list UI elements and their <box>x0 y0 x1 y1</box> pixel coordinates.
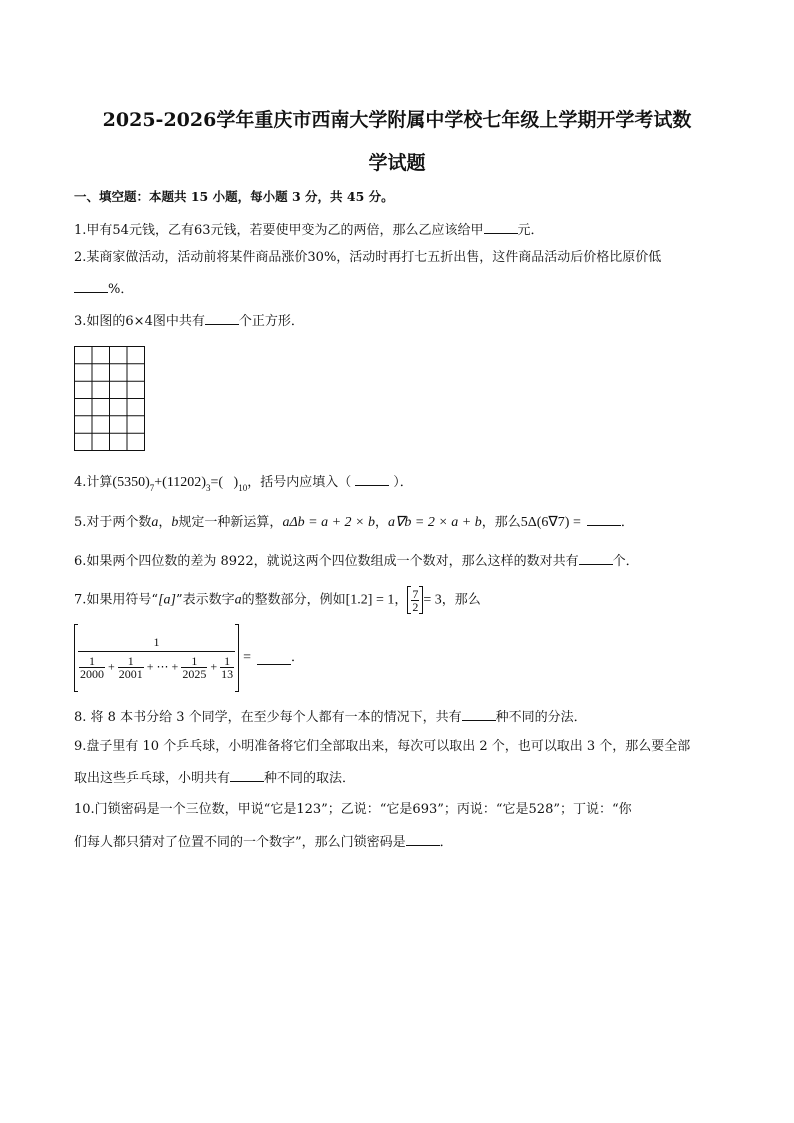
operation-delta-def: aΔb = a + 2 × b <box>282 515 375 530</box>
answer-blank[interactable] <box>205 311 239 325</box>
base10-blank[interactable]: ( )$_{10}$ <box>218 475 248 493</box>
question-9 <box>74 738 690 756</box>
example-1: [1.2] = 1 <box>345 592 395 608</box>
exam-title-line2: 学试题 <box>368 152 426 174</box>
answer-blank[interactable] <box>406 832 440 846</box>
question-3: 3.如图的6×4图中共有 个正方形． <box>74 311 304 331</box>
question-2-text: 2.某商家做活动，活动前将某件商品涨价30%，活动时再打七五折出售，这件商品活动后价格比原价低 <box>74 250 662 265</box>
question-1-text: 1.甲有54元钱，乙有63元钱，若要使甲变为乙的两倍，那么乙应该给甲 <box>74 223 484 238</box>
question-5: 5.对于两个数a，b规定一种新运算，aΔb = a + 2 × b，a∇b = 2 × a + b，那么5Δ(6∇7) = ． <box>74 512 634 532</box>
question-2 <box>74 249 661 267</box>
base3-number: $(11202)_3$ <box>162 475 211 493</box>
question-7: 7.如果用符号“[a]”表示数字a的整数部分，例如[1.2] = 1， $\frac{7}{2}$ = 3，那么 <box>74 586 481 614</box>
answer-blank[interactable] <box>587 512 621 526</box>
expression: 5Δ(6∇7) = <box>520 515 581 530</box>
question-1: 1.甲有54元钱，乙有63元钱，若要使甲变为乙的两倍，那么乙应该给甲 元． <box>74 220 544 240</box>
question-7-expression: 1 $\frac{1}{2000}$ + $\frac{1}{2001}$ + ⋯ + $\frac{1}{2025}$ + $\frac{1}{13}$ = ． <box>74 624 304 694</box>
base7-number: $(5350)_7$ <box>112 475 155 493</box>
question-10-cont: 们每人都只猜对了位置不同的一个数字”，那么门锁密码是 ． <box>74 832 453 852</box>
example-2-fraction: $\frac{7}{2}$ <box>412 586 419 614</box>
question-8-text: 8. 将 8 本书分给 3 个同学，在至少每个人都有一本的情况下，共有 <box>74 710 462 725</box>
question-6: 6.如果两个四位数的差为 8922，就说这两个四位数组成一个数对，那么这样的数对共有 个． <box>74 551 639 571</box>
question-8: 8. 将 8 本书分给 3 个同学，在至少每个人都有一本的情况下，共有 种不同的分法． <box>74 707 587 727</box>
question-10-text: 10.门锁密码是一个三位数，甲说“它是123”；乙说：“它是693”；丙说：“它是528”；丁说：“你 <box>74 802 632 817</box>
answer-blank[interactable] <box>74 279 108 293</box>
answer-blank[interactable] <box>257 651 291 665</box>
question-9-cont: 取出这些乒乓球，小明共有 种不同的取法． <box>74 768 355 788</box>
question-9-text: 9.盘子里有 10 个乒乓球，小明准备将它们全部取出来，每次可以取出 2 个，也可以取出 3 个，那么要全部 <box>74 739 691 754</box>
operation-nabla-def: a∇b = 2 × a + b <box>388 515 482 530</box>
question-2-cont: %． <box>74 279 133 299</box>
question-6-text: 6.如果两个四位数的差为 8922，就说这两个四位数组成一个数对，那么这样的数对共有 <box>74 554 579 569</box>
section-heading: 一、填空题：本题共 15 小题，每小题 3 分，共 45 分。 <box>74 189 394 204</box>
answer-blank[interactable] <box>230 768 264 782</box>
square-grid-figure <box>74 346 146 452</box>
answer-blank[interactable] <box>484 220 518 234</box>
nested-fraction: 1 $\frac{1}{2000}$ + $\frac{1}{2001}$ + ⋯ + $\frac{1}{2025}$ + $\frac{1}{13}$ <box>80 635 234 681</box>
question-4: 4.计算$(5350)_7+(11202)_3=$( )$_{10}$，括号内应填入（ ）． <box>74 472 413 492</box>
answer-blank[interactable] <box>355 472 389 486</box>
exam-title-line1: 2025-2026学年重庆市西南大学附属中学校七年级上学期开学考试数 <box>102 109 692 131</box>
answer-blank[interactable] <box>579 551 613 565</box>
question-10 <box>74 801 632 819</box>
answer-blank[interactable] <box>462 707 496 721</box>
question-3-text: 3.如图的6×4图中共有 <box>74 314 205 329</box>
